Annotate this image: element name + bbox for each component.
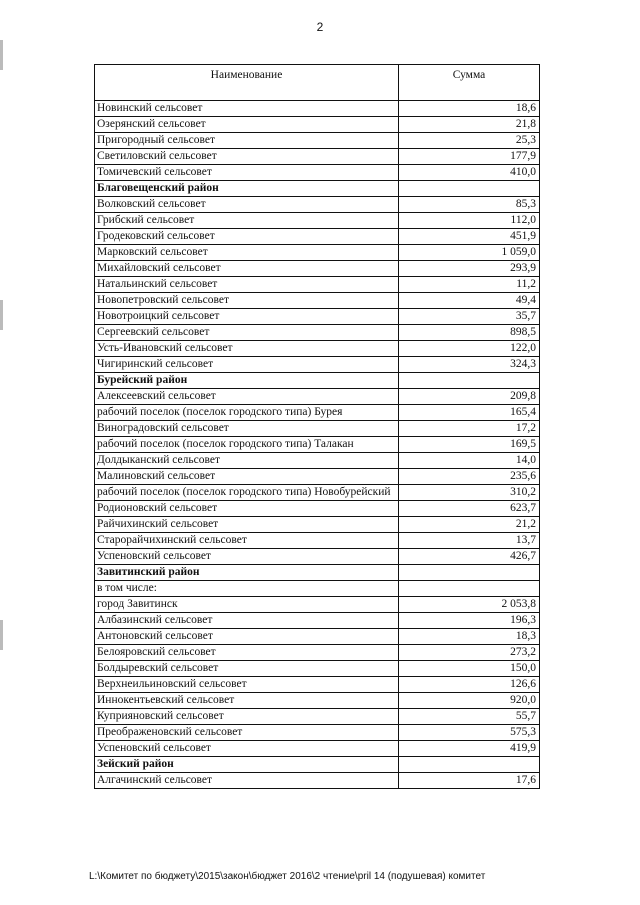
table-row [95,149,540,165]
row-sum-cell: 14,0 [399,453,540,469]
table-row [95,197,540,213]
row-name-cell: Малиновский сельсовет [95,469,399,485]
table-row [95,421,540,437]
table-row [95,773,540,789]
table-row [95,133,540,149]
row-name-cell: Светиловский сельсовет [95,149,399,165]
row-sum-cell: 575,3 [399,725,540,741]
row-sum-cell [399,181,540,197]
table-row [95,629,540,645]
table-row [95,245,540,261]
table-row [95,517,540,533]
row-sum-cell: 25,3 [399,133,540,149]
row-sum-cell: 126,6 [399,677,540,693]
row-name-cell: Иннокентьевский сельсовет [95,693,399,709]
row-name-cell: Верхнеильиновский сельсовет [95,677,399,693]
row-sum-cell: 310,2 [399,485,540,501]
table-row [95,533,540,549]
row-sum-cell: 196,3 [399,613,540,629]
row-name-cell: Албазинский сельсовет [95,613,399,629]
table-row [95,661,540,677]
table-row [95,325,540,341]
row-sum-cell: 85,3 [399,197,540,213]
row-name-cell: город Завитинск [95,597,399,613]
row-sum-cell [399,581,540,597]
row-sum-cell: 177,9 [399,149,540,165]
table-body [95,101,540,789]
row-name-cell: Усть-Ивановский сельсовет [95,341,399,357]
row-sum-cell: 17,2 [399,421,540,437]
row-sum-cell: 169,5 [399,437,540,453]
row-name-cell: Белояровский сельсовет [95,645,399,661]
row-sum-cell: 112,0 [399,213,540,229]
row-name-cell: Волковский сельсовет [95,197,399,213]
footer-file-path: L:\Комитет по бюджету\2015\закон\бюджет 2016\2 чтение\pril 14 (подушевая) комитет [89,871,486,882]
district-header-row [95,373,540,389]
table-row [95,597,540,613]
table-row [95,341,540,357]
row-sum-cell: 419,9 [399,741,540,757]
table-row [95,229,540,245]
row-sum-cell: 21,8 [399,117,540,133]
table-row [95,677,540,693]
row-name-cell: Гродековский сельсовет [95,229,399,245]
row-name-cell: Бурейский район [95,373,399,389]
scan-edge-mark [0,620,3,650]
row-sum-cell: 410,0 [399,165,540,181]
budget-table [94,64,540,789]
row-name-cell: Антоновский сельсовет [95,629,399,645]
scan-edge-mark [0,300,3,330]
row-sum-cell: 55,7 [399,709,540,725]
table-row [95,613,540,629]
row-name-cell: Завитинский район [95,565,399,581]
table-row [95,437,540,453]
row-sum-cell [399,565,540,581]
table-row [95,501,540,517]
row-sum-cell: 898,5 [399,325,540,341]
row-sum-cell: 165,4 [399,405,540,421]
row-sum-cell: 11,2 [399,277,540,293]
row-sum-cell: 426,7 [399,549,540,565]
table-row [95,581,540,597]
row-sum-cell: 2 053,8 [399,597,540,613]
table-row [95,709,540,725]
row-name-cell: Долдыканский сельсовет [95,453,399,469]
table-row [95,725,540,741]
scan-edge-mark [0,40,3,70]
row-name-cell: Алгачинский сельсовет [95,773,399,789]
row-name-cell: Преображеновский сельсовет [95,725,399,741]
table-row [95,645,540,661]
district-header-row [95,181,540,197]
row-sum-cell: 623,7 [399,501,540,517]
table-row [95,101,540,117]
row-sum-cell: 122,0 [399,341,540,357]
row-name-cell: Алексеевский сельсовет [95,389,399,405]
table-row [95,453,540,469]
table-row [95,293,540,309]
row-name-cell: Новопетровский сельсовет [95,293,399,309]
row-name-cell: Чигиринский сельсовет [95,357,399,373]
table-row [95,357,540,373]
row-name-cell: Новотроицкий сельсовет [95,309,399,325]
row-name-cell: Успеновский сельсовет [95,741,399,757]
row-name-cell: Грибский сельсовет [95,213,399,229]
row-sum-cell: 18,6 [399,101,540,117]
row-sum-cell: 18,3 [399,629,540,645]
row-name-cell: Куприяновский сельсовет [95,709,399,725]
table-row [95,485,540,501]
row-sum-cell: 49,4 [399,293,540,309]
row-name-cell: Михайловский сельсовет [95,261,399,277]
row-sum-cell: 150,0 [399,661,540,677]
table-header-row [95,65,540,101]
row-name-cell: Сергеевский сельсовет [95,325,399,341]
row-sum-cell: 293,9 [399,261,540,277]
row-sum-cell: 920,0 [399,693,540,709]
row-sum-cell: 35,7 [399,309,540,325]
row-sum-cell: 324,3 [399,357,540,373]
row-name-cell: Натальинский сельсовет [95,277,399,293]
row-name-cell: рабочий поселок (поселок городского типа) Новобурейский [95,485,399,501]
row-name-cell: Благовещенский район [95,181,399,197]
table-row [95,117,540,133]
row-sum-cell: 273,2 [399,645,540,661]
row-sum-cell: 209,8 [399,389,540,405]
table-row [95,405,540,421]
page-number: 2 [316,20,324,34]
row-name-cell: Новинский сельсовет [95,101,399,117]
row-name-cell: Родионовский сельсовет [95,501,399,517]
row-name-cell: в том числе: [95,581,399,597]
row-sum-cell: 451,9 [399,229,540,245]
row-name-cell: Болдыревский сельсовет [95,661,399,677]
row-name-cell: Пригородный сельсовет [95,133,399,149]
table-row [95,469,540,485]
table-row [95,213,540,229]
row-sum-cell: 17,6 [399,773,540,789]
table-row [95,309,540,325]
table-row [95,741,540,757]
column-header-sum: Сумма [399,65,540,101]
row-name-cell: Успеновский сельсовет [95,549,399,565]
table-row [95,165,540,181]
row-name-cell: рабочий поселок (поселок городского типа) Талакан [95,437,399,453]
table-row [95,693,540,709]
district-header-row [95,757,540,773]
table-row [95,261,540,277]
table-row [95,389,540,405]
column-header-name: Наименование [95,65,399,101]
row-name-cell: рабочий поселок (поселок городского типа) Бурея [95,405,399,421]
row-name-cell: Озерянский сельсовет [95,117,399,133]
row-name-cell: Зейский район [95,757,399,773]
row-sum-cell: 1 059,0 [399,245,540,261]
row-name-cell: Виноградовский сельсовет [95,421,399,437]
row-name-cell: Томичевский сельсовет [95,165,399,181]
row-sum-cell: 13,7 [399,533,540,549]
row-name-cell: Марковский сельсовет [95,245,399,261]
row-name-cell: Старорайчихинский сельсовет [95,533,399,549]
row-sum-cell: 21,2 [399,517,540,533]
table-row [95,549,540,565]
row-sum-cell: 235,6 [399,469,540,485]
district-header-row [95,565,540,581]
table-row [95,277,540,293]
row-name-cell: Райчихинский сельсовет [95,517,399,533]
row-sum-cell [399,757,540,773]
row-sum-cell [399,373,540,389]
